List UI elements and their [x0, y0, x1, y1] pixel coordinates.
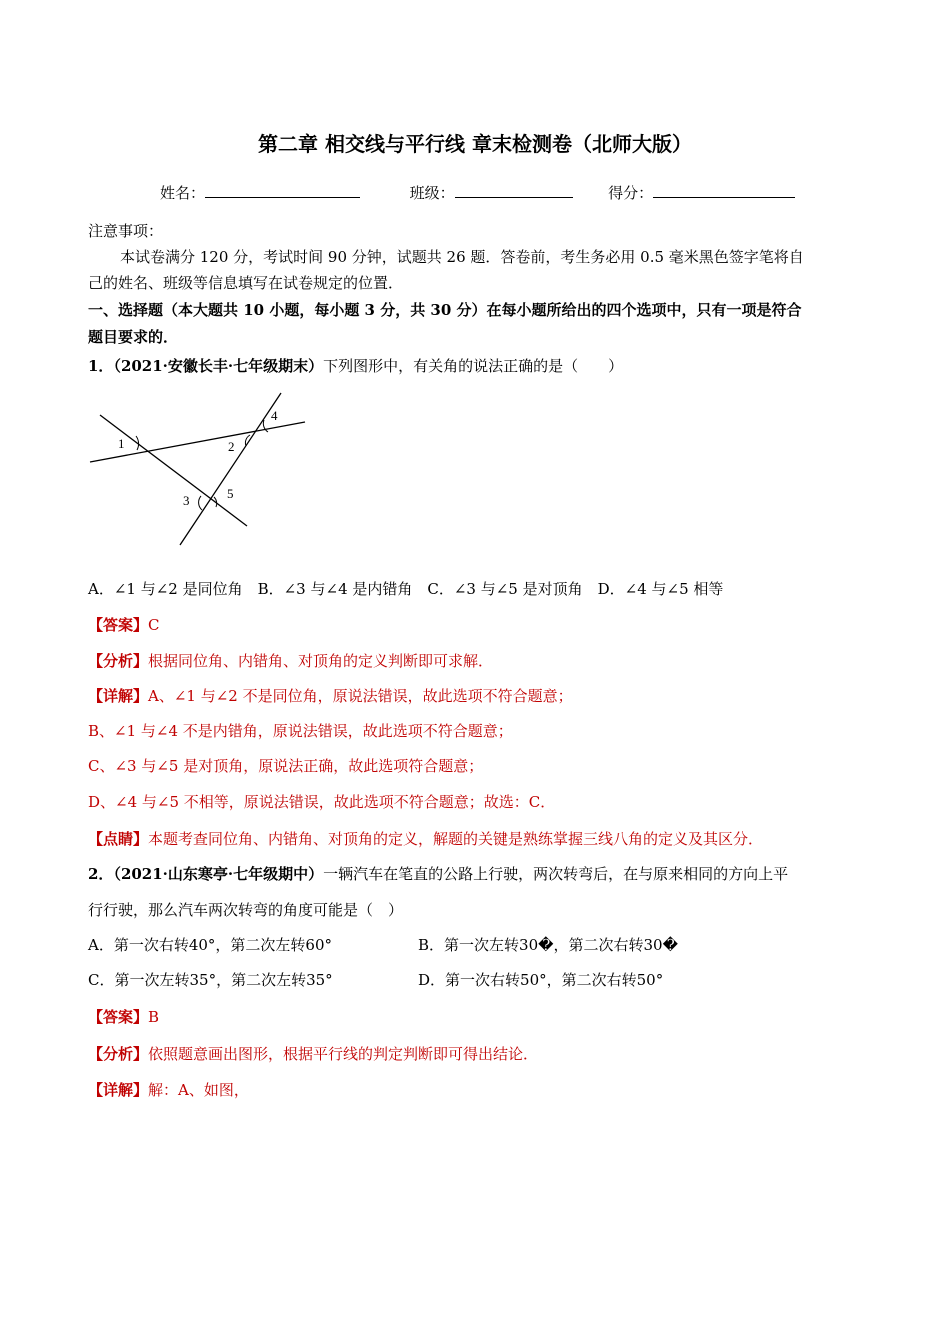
- question-2-answer: [88, 1006, 159, 1028]
- score-label: 得分：: [608, 184, 654, 202]
- detail-text: 解：A、如图，: [148, 1081, 249, 1099]
- question-2-detail: [88, 1079, 249, 1101]
- answer-tag: 【答案】: [88, 1008, 149, 1026]
- detail-tag: 【详解】: [88, 1081, 149, 1099]
- angle-label-4: 4: [271, 408, 278, 423]
- answer-tag: 【答案】: [88, 616, 149, 634]
- angle-label-5: 5: [227, 486, 234, 501]
- comment-tag: 【点睛】: [88, 830, 149, 848]
- comment-text: 本题考查同位角、内错角、对顶角的定义，解题的关键是熟练掌握三线八角的定义及其区分．: [148, 830, 764, 848]
- analysis-text: 根据同位角、内错角、对顶角的定义判断即可求解．: [148, 652, 494, 670]
- question-1-options: A．∠1 与∠2 是同位角 B．∠3 与∠4 是内错角 C．∠3 与∠5 是对顶角 D．∠4 与∠5 相等: [88, 580, 724, 598]
- notes-heading: 注意事项：: [88, 222, 164, 240]
- question-1-detail-4: D、∠4 与∠5 不相等，原说法错误，故此选项不符合题意；故选：C．: [88, 793, 556, 811]
- question-2-option-b: B．第一次左转30�，第二次右转30�: [418, 936, 678, 954]
- question-2-option-d: D．第一次右转50°，第二次右转50°: [418, 971, 664, 989]
- angle-label-3: 3: [183, 493, 190, 508]
- notes-line-2: 己的姓名、班级等信息填写在试卷规定的位置．: [88, 274, 404, 292]
- question-1-text: 下列图形中，有关角的说法正确的是（ ）: [323, 357, 624, 375]
- question-1-answer: [88, 614, 160, 636]
- figure-line-steep: [180, 393, 281, 545]
- class-blank: [455, 183, 573, 198]
- angle-label-1: 1: [118, 436, 125, 451]
- page-title: 第二章 相交线与平行线 章末检测卷（北师大版）: [258, 132, 692, 156]
- student-info-row: [160, 182, 795, 204]
- detail-tag: 【详解】: [88, 687, 149, 705]
- question-2-stem-line-1: [88, 863, 788, 885]
- question-2-text-1: 一辆汽车在笔直的公路上行驶，两次转弯后，在与原来相同的方向上平: [323, 865, 789, 883]
- question-1-detail-3: C、∠3 与∠5 是对顶角，原说法正确，故此选项符合题意；: [88, 757, 484, 775]
- figure-line-descending: [100, 415, 247, 526]
- analysis-tag: 【分析】: [88, 652, 149, 670]
- question-2-source: （2021·山东寒亭·七年级期中）: [113, 865, 324, 883]
- question-2-number: 2．: [88, 865, 114, 883]
- question-2-option-c: C．第一次左转35°，第二次左转35°: [88, 971, 333, 989]
- question-1-stem: [88, 355, 623, 377]
- analysis-tag: 【分析】: [88, 1045, 149, 1063]
- angle-label-2: 2: [228, 439, 235, 454]
- analysis-text: 依照题意画出图形，根据平行线的判定判断即可得出结论．: [148, 1045, 539, 1063]
- answer-value: C: [148, 616, 160, 634]
- notes-line-1: 本试卷满分 120 分，考试时间 90 分钟，试题共 26 题．答卷前，考生务必用 0.5 毫米黑色签字笔将自: [120, 248, 804, 266]
- question-1-analysis: [88, 650, 493, 672]
- name-label: 姓名：: [160, 184, 206, 202]
- question-2-option-a: A．第一次右转40°，第二次左转60°: [88, 936, 333, 954]
- answer-value: B: [148, 1008, 160, 1026]
- question-1-source: （2021·安徽长丰·七年级期末）: [113, 357, 324, 375]
- score-blank: [653, 183, 795, 198]
- question-1-detail-1: [88, 685, 573, 707]
- question-1-detail-2: B、∠1 与∠4 不是内错角，原说法错误，故此选项不符合题意；: [88, 722, 513, 740]
- section-heading-line-1: 一、选择题（本大题共 10 小题，每小题 3 分，共 30 分）在每小题所给出的四个选项中，只有一项是符合: [88, 301, 802, 319]
- name-blank: [205, 183, 360, 198]
- class-label: 班级：: [409, 184, 455, 202]
- question-2-analysis: [88, 1043, 538, 1065]
- question-1-comment: [88, 828, 763, 850]
- detail-text-1: A、∠1 与∠2 不是同位角，原说法错误，故此选项不符合题意；: [148, 687, 573, 705]
- angle-3-arc: [199, 496, 202, 510]
- question-2-stem-line-2: 行行驶，那么汽车两次转弯的角度可能是（ ）: [88, 901, 404, 919]
- question-1-number: 1．: [88, 357, 114, 375]
- angle-figure: [85, 390, 310, 550]
- section-heading-line-2: 题目要求的．: [88, 328, 179, 346]
